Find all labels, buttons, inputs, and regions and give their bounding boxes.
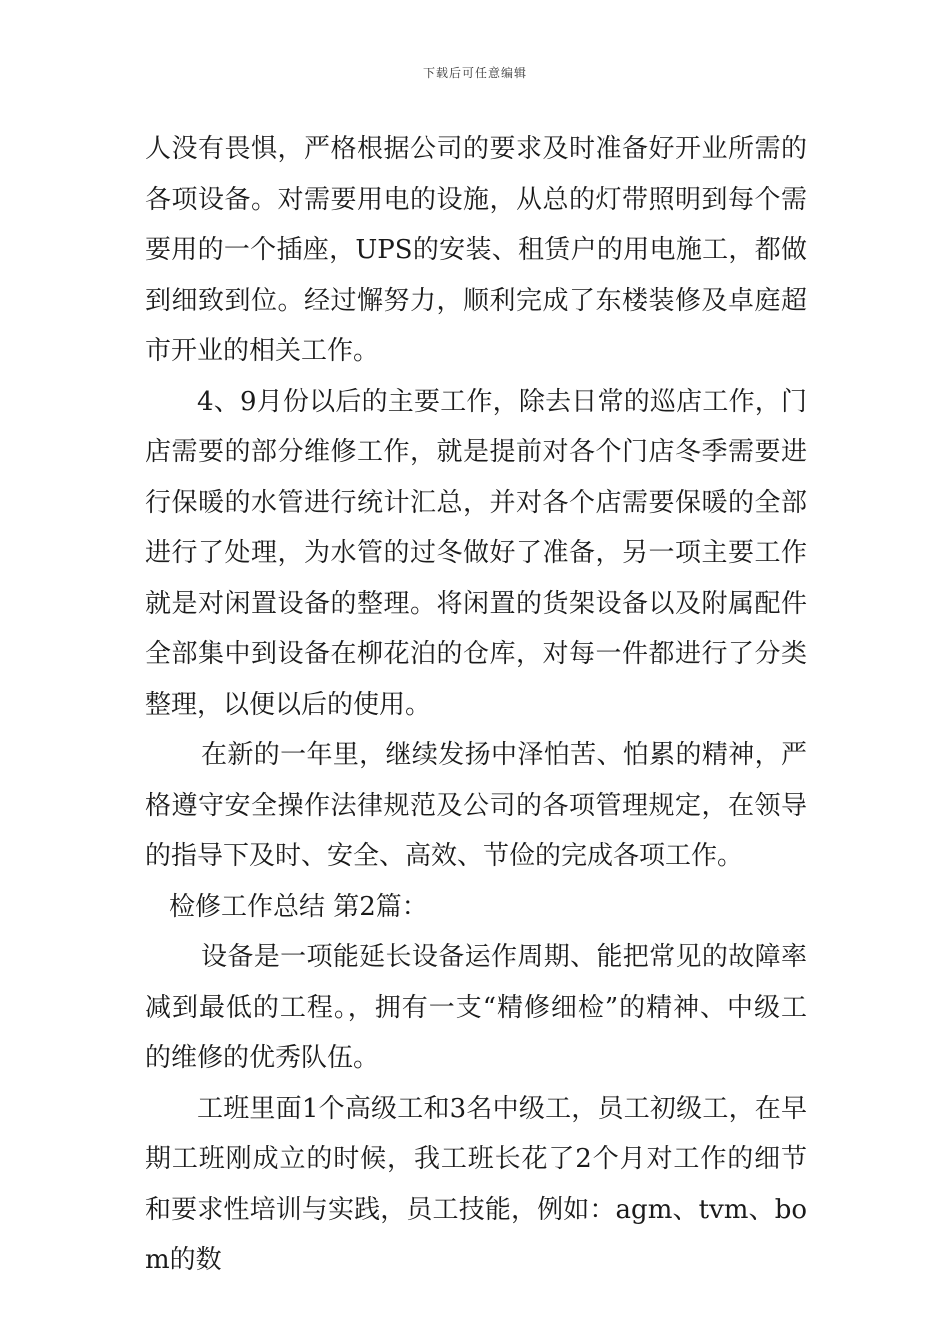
- paragraph-new-year: 在新的一年里，继续发扬中泽怕苦、怕累的精神，严格遵守安全操作法律规范及公司的各项管理规定，在领导的指导下及时、安全、高效、节俭的完成各项工作。: [145, 740, 807, 871]
- document-body: [145, 124, 807, 1286]
- page-header-note: 下载后可任意编辑: [422, 66, 527, 80]
- paragraph-equipment-prep: 人没有畏惧，严格根据公司的要求及时准备好开业所需的各项设备。对需要用电的设施，从总的灯带照明到每个需要用的一个插座，UPS的安装、租赁户的用电施工，都做到细致到位。经过懈努力，顺利完成了东楼装修及卓庭超市开业的相关工作。: [145, 134, 807, 366]
- paragraph-equipment-intro: 设备是一项能延长设备运作周期、能把常见的故障率减到最低的工程。，拥有一支“精修细检”的精神、中级工的维修的优秀队伍。: [145, 942, 807, 1073]
- section-heading: 检修工作总结 第2篇：: [169, 891, 428, 922]
- paragraph-team-training: 工班里面1个高级工和3名中级工，员工初级工，在早期工班刚成立的时候，我工班长花了2个月对工作的细节和要求性培训与实践，员工技能，例如：agm、tvm、bom的数: [145, 1093, 807, 1275]
- paragraph-september-work: 4、9月份以后的主要工作，除去日常的巡店工作，门店需要的部分维修工作，就是提前对各个门店冬季需要进行保暖的水管进行统计汇总，并对各个店需要保暖的全部进行了处理，为水管的过冬做好了准备，另一项主要工作就是对闲置设备的整理。将闲置的货架设备以及附属配件全部集中到设备在柳花泊的仓库，对每一件都进行了分类整理，以便以后的使用。: [145, 386, 807, 720]
